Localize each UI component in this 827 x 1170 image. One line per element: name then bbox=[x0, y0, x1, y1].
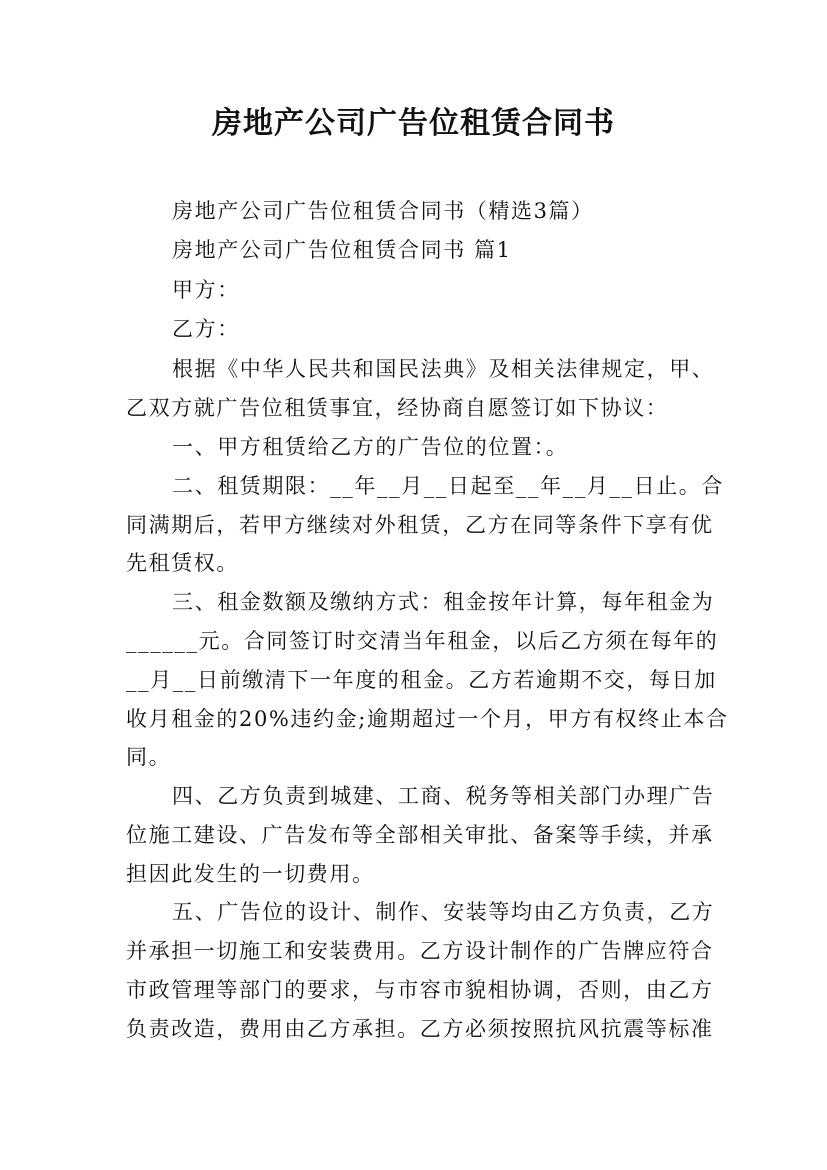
text-line: 并承担一切施工和安装费用。乙方设计制作的广告牌应符合 bbox=[126, 939, 714, 963]
clause-2-line: 二、租赁期限：__年__月__日起至__年__月__日止。合 bbox=[172, 474, 724, 498]
clause-5-line: 五、广告位的设计、制作、安装等均由乙方负责，乙方 bbox=[172, 900, 715, 924]
text-line: 根据《中华人民共和国民法典》及相关法律规定，甲、 bbox=[172, 357, 715, 381]
text-line: 先租赁权。 bbox=[126, 551, 239, 575]
party-a-label: 甲方： bbox=[172, 278, 240, 302]
section-heading: 房地产公司广告位租赁合同书 篇1 bbox=[172, 238, 512, 262]
text-line: 负责改造，费用由乙方承担。乙方必须按照抗风抗震等标准 bbox=[126, 1017, 714, 1041]
text-line: ______元。合同签订时交清当年租金，以后乙方须在每年的 bbox=[126, 629, 719, 653]
text-line: 同满期后，若甲方继续对外租赁，乙方在同等条件下享有优 bbox=[126, 513, 714, 537]
text-line: __月__日前缴清下一年度的租金。乙方若逾期不交，每日加 bbox=[126, 668, 717, 692]
party-b-label: 乙方： bbox=[172, 317, 240, 341]
clause-4-line: 四、乙方负责到城建、工商、税务等相关部门办理广告 bbox=[172, 784, 715, 808]
text-line: 位施工建设、广告发布等全部相关审批、备案等手续，并承 bbox=[126, 823, 714, 847]
text-line: 市政管理等部门的要求，与市容市貌相协调，否则，由乙方 bbox=[126, 978, 714, 1002]
clause-1-line: 一、甲方租赁给乙方的广告位的位置：。 bbox=[172, 435, 569, 459]
text-line: 收月租金的20%违约金;逾期超过一个月，甲方有权终止本合 bbox=[126, 707, 729, 731]
subtitle-line: 房地产公司广告位租赁合同书（精选3篇） bbox=[172, 199, 594, 223]
clause-3-line: 三、租金数额及缴纳方式：租金按年计算，每年租金为 bbox=[172, 590, 715, 614]
text-line: 同。 bbox=[126, 745, 172, 769]
document-title: 房地产公司广告位租赁合同书 bbox=[212, 106, 615, 141]
text-line: 乙双方就广告位租赁事宜，经协商自愿签订如下协议： bbox=[126, 396, 669, 420]
text-line: 担因此发生的一切费用。 bbox=[126, 862, 375, 886]
